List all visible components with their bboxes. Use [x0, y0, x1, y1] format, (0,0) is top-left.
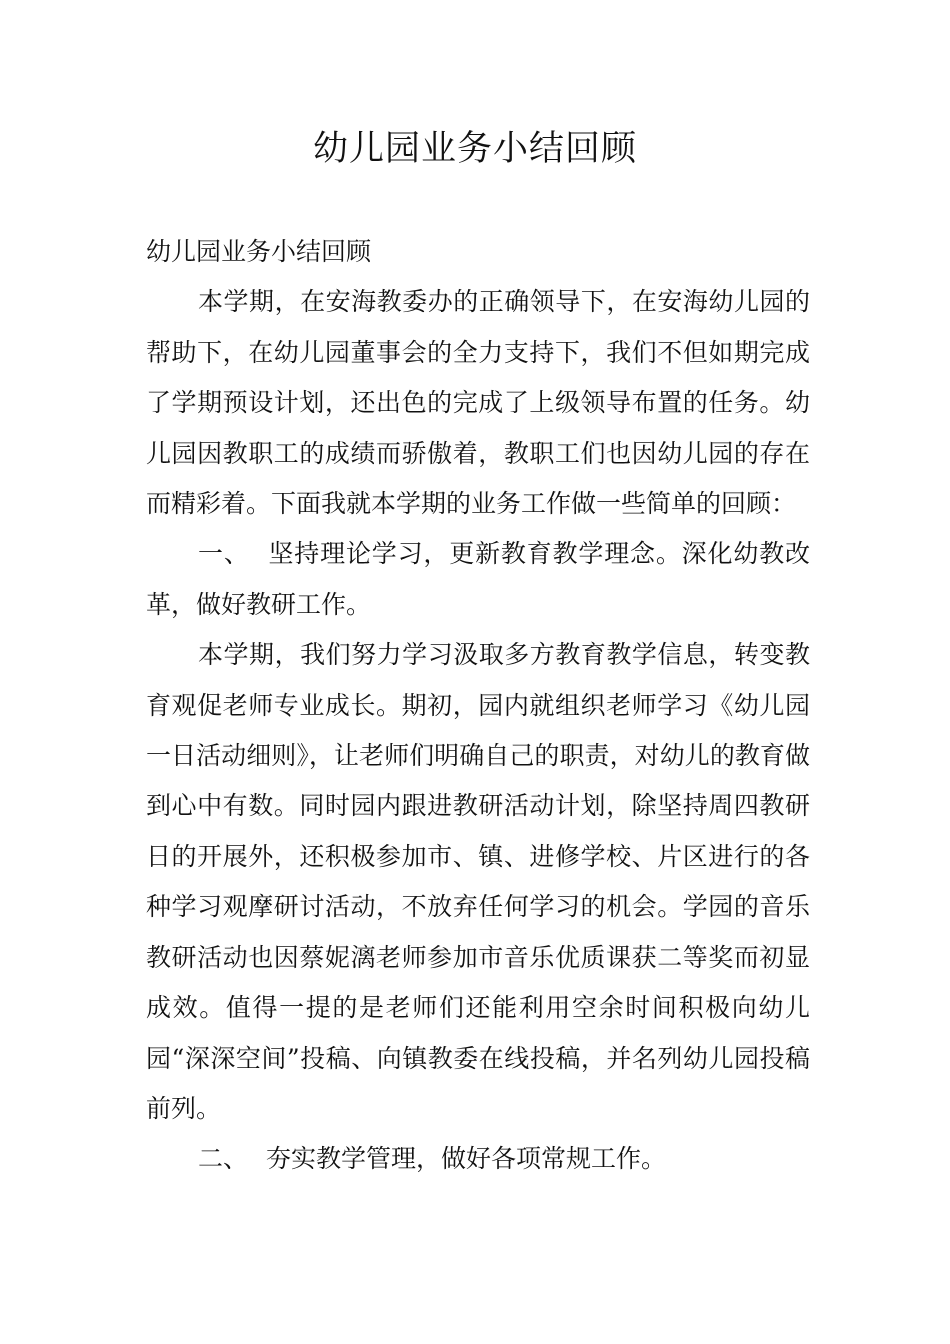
document-subtitle: 幼儿园业务小结回顾 — [146, 237, 372, 266]
intro-paragraph: 本学期，在安海教委办的正确领导下，在安海幼儿园的帮助下，在幼儿园董事会的全力支持下，我们不但如期完成了学期预设计划，还出色的完成了上级领导布置的任务。幼儿园因教职工的成绩而骄傲着，教职工们也因幼儿园的存在而精彩着。下面我就本学期的业务工作做一些简单的回顾： — [146, 287, 810, 519]
section-1-number: 一、 — [198, 539, 250, 569]
section-2-heading — [146, 1134, 810, 1184]
section-1-heading — [146, 529, 810, 630]
section-1-heading-text: 坚持理论学习，更新教育教学理念。深化幼教改革，做好教研工作。 — [146, 539, 810, 619]
document-title: 幼儿园业务小结回顾 — [312, 129, 637, 169]
document-body — [146, 227, 810, 1185]
section-1-paragraph: 本学期，我们努力学习汲取多方教育教学信息，转变教育观促老师专业成长。期初，园内就组织老师学习《幼儿园一日活动细则》，让老师们明确自己的职责，对幼儿的教育做到心中有数。同时园内跟进教研活动计划，除坚持周四教研日的开展外，还积极参加市、镇、进修学校、片区进行的各种学习观摩研讨活动，不放弃任何学习的机会。学园的音乐教研活动也因蔡妮漓老师参加市音乐优质课获二等奖而初显成效。值得一提的是老师们还能利用空余时间积极向幼儿园“深深空间”投稿、向镇教委在线投稿，并名列幼儿园投稿前列。 — [146, 640, 810, 1123]
section-2-heading-text: 夯实教学管理，做好各项常规工作。 — [266, 1144, 667, 1174]
section-2-number: 二、 — [198, 1144, 249, 1174]
